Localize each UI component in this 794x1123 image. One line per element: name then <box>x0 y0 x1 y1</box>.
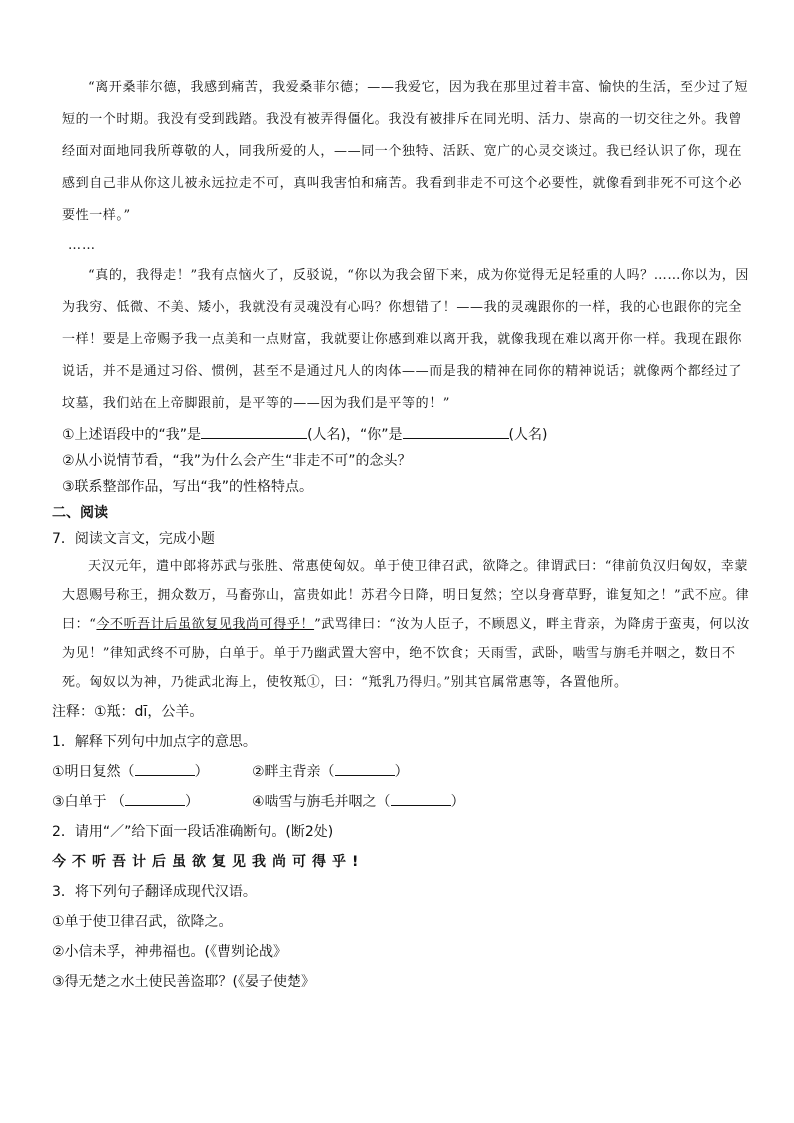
sub-question-3-item-1: ①单于使卫律召武，欲降之。 <box>52 914 233 930</box>
question-1-middle: (人名)，“你”是 <box>307 427 403 443</box>
answer-blank-1[interactable] <box>201 424 307 439</box>
sub-question-1-row-1 <box>52 757 754 787</box>
passage-paragraph-2: “真的，我得走！”我有点恼火了，反驳说，“你以为我会留下来，成为你觉得无足轻重的人吗？……你以为，因为我穷、低微、不美、矮小，我就没有灵魂没有心吗？你想错了！——我的灵魂跟你的一样，我的心也跟你的完全一样！要是上帝赐予我一点美和一点财富，我就要让你感到难以离开我，就像我现在难以离开你一样。我现在跟你说话，并不是通过习俗、惯例，甚至不是通过凡人的肉体——而是我的精神在同你的精神说话；就像两个都经过了坟墓，我们站在上帝脚跟前，是平等的——因为我们是平等的！” <box>62 268 749 411</box>
passage-paragraph-1: “离开桑菲尔德，我感到痛苦，我爱桑菲尔德；——我爱它，因为我在那里过着丰富、愉快的生活，至少过了短短的一个时期。我没有受到践踏。我没有被弄得僵化。我没有被排斥在同光明、活力、崇高的一切交往之外。我曾经面对面地同我所尊敬的人，同我所爱的人，——同一个独特、活跃、宽广的心灵交谈过。我已经认识了你，现在感到自己非从你这儿被永远拉走不可，真叫我害怕和痛苦。我看到非走不可这个必要性，就像看到非死不可这个必要性一样。” <box>62 80 749 223</box>
sub-question-3: 3．将下列句子翻译成现代汉语。 <box>52 884 257 900</box>
question-1-prefix: ①上述语段中的“我”是 <box>62 427 202 443</box>
page-content <box>52 72 754 997</box>
sub-question-3-item-3: ③得无楚之水土使民善盗耶？(《晏子使楚》 <box>52 974 316 990</box>
sub-question-1: 1．解释下列句中加点字的意思。 <box>52 734 257 750</box>
underlined-sentence: 今不听吾计后虽欲复见我尚可得乎！ <box>96 617 315 632</box>
question-1-suffix: (人名) <box>508 427 548 443</box>
section-title: 二、阅读 <box>52 505 108 521</box>
item-2: ②畔主背亲（ ） <box>252 757 409 787</box>
answer-blank-item-3[interactable] <box>125 791 185 806</box>
classical-text <box>62 552 754 697</box>
item-1: ①明日复然（ ） <box>52 757 252 787</box>
classical-text-part-b: ”武骂律曰：“汝为人臣子，不顾恩义，畔主背亲，为降虏于蛮夷，何以汝为见！”律知武终不可胁，白单于。单于乃幽武置大窖中，绝不饮食；天雨雪，武卧，啮雪与旃毛并咽之，数日不死。匈奴以为神，乃徙武北海上，使牧羝①，曰：“羝乳乃得归。”别其官属常惠等，各置他所。 <box>62 617 751 690</box>
answer-blank-2[interactable] <box>403 424 509 439</box>
classical-text-part-a: 天汉元年，遣中郎将苏武与张胜、常惠使匈奴。单于使卫律召武，欲降之。律谓武曰：“律前负汉归匈奴，幸蒙大恩赐号称王，拥众数万，马畜弥山，富贵如此！苏君今日降，明日复然；空以身膏草野，谁复知之！”武不应。律曰：“ <box>62 559 750 632</box>
answer-blank-item-4[interactable] <box>391 791 451 806</box>
question-7-title: 7．阅读文言文，完成小题 <box>52 531 215 547</box>
item-4: ④啮雪与旃毛并咽之（ ） <box>252 787 465 817</box>
sub-question-2: 2．请用“／”给下面一段话准确断句。(断2处) <box>52 824 334 840</box>
passage-ellipsis: …… <box>68 238 96 253</box>
sub-question-2-text: 今不听吾计后虽欲复见我尚可得乎! <box>52 854 365 870</box>
item-3: ③白单于 （ ） <box>52 787 252 817</box>
sub-question-3-item-2: ②小信未孚，神弗福也。(《曹刿论战》 <box>52 944 288 960</box>
question-2: ②从小说情节看，“我”为什么会产生“非走不可”的念头？ <box>62 453 412 469</box>
question-3: ③联系整部作品，写出“我”的性格特点。 <box>62 479 314 495</box>
sub-question-1-row-2 <box>52 787 754 817</box>
footnote: 注释：①羝：dī，公羊。 <box>52 704 204 720</box>
answer-blank-item-2[interactable] <box>335 761 395 776</box>
answer-blank-item-1[interactable] <box>135 761 195 776</box>
question-1 <box>62 422 754 448</box>
